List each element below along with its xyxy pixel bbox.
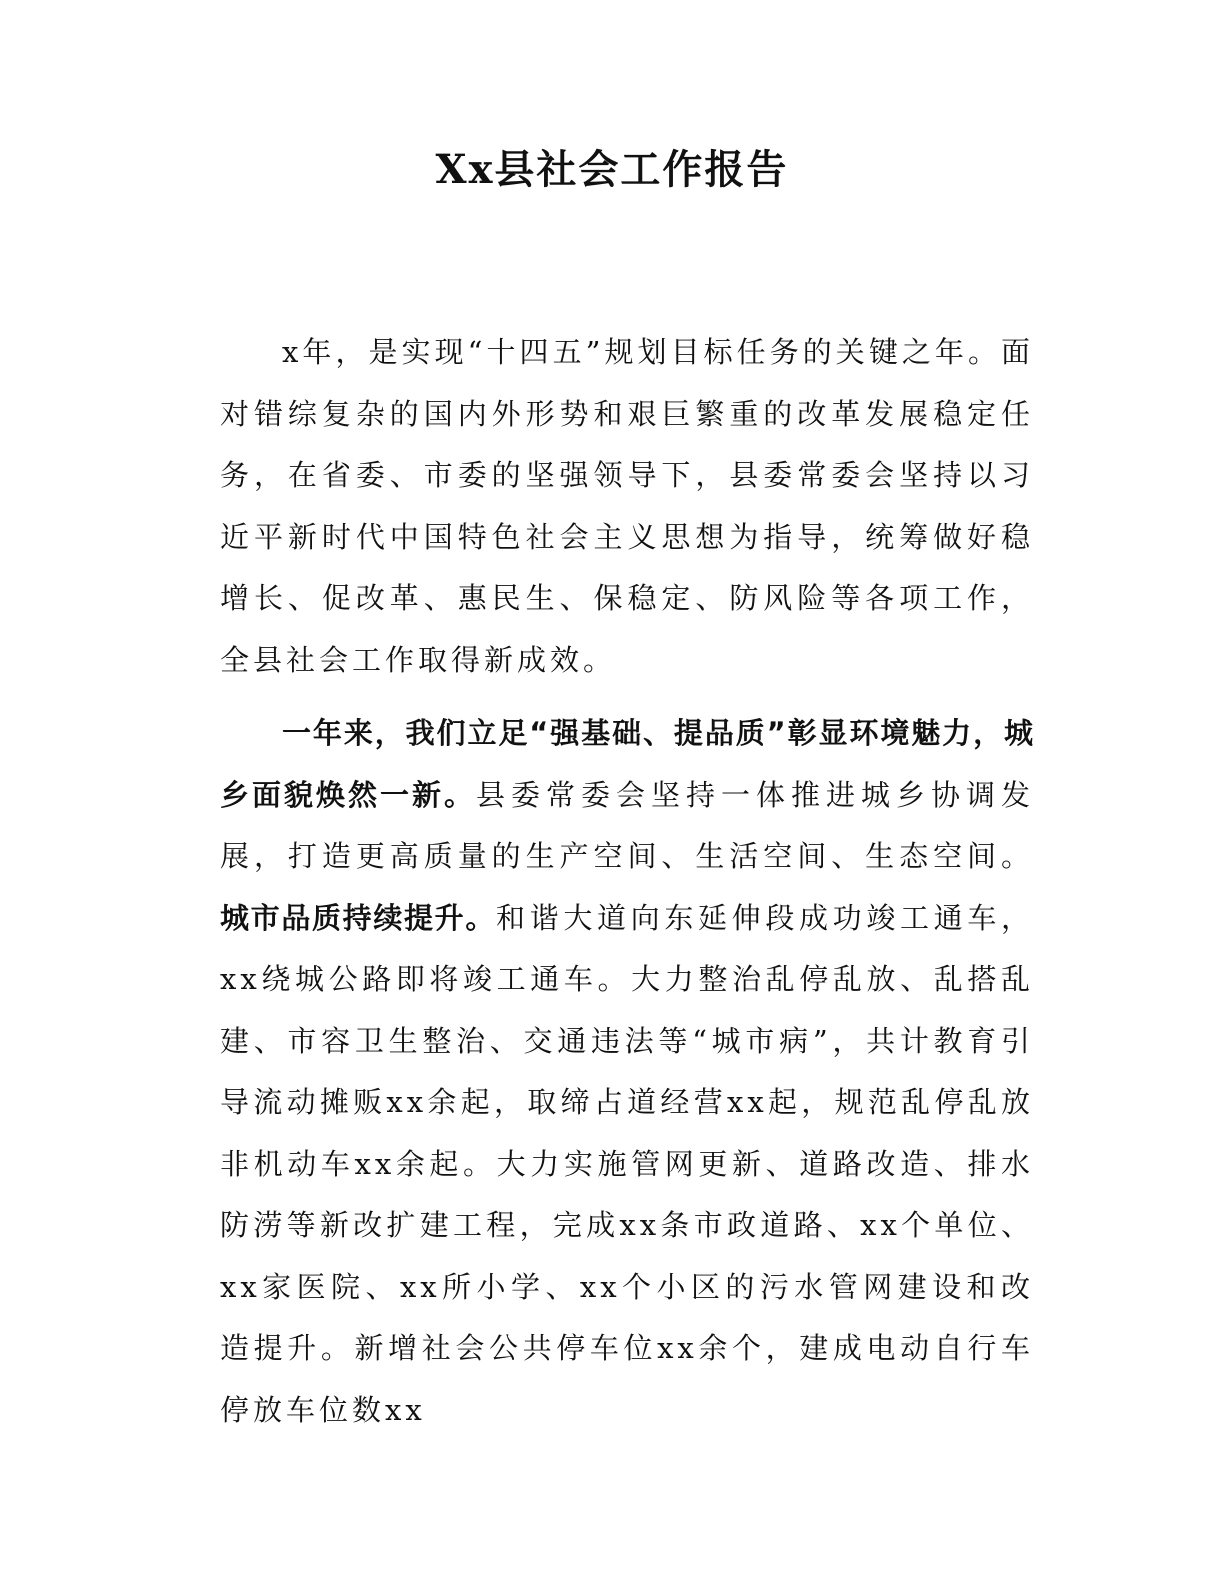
paragraph-urban-rural <box>220 703 1034 1441</box>
paragraph-intro: x年，是实现“十四五”规划目标任务的关键之年。面对错综复杂的国内外形势和艰巨繁重的改革发展稳定任务，在省委、市委的坚强领导下，县委常委会坚持以习近平新时代中国特色社会主义思想为指导，统筹做好稳增长、促改革、惠民生、保稳定、防风险等各项工作，全县社会工作取得新成效。 <box>220 335 1034 677</box>
paragraph-text-continued: 和谐大道向东延伸段成功竣工通车，xx绕城公路即将竣工通车。大力整治乱停乱放、乱搭乱建、市容卫生整治、交通违法等“城市病”，共计教育引导流动摊贩xx余起，取缔占道经营xx起，规范乱停乱放非机动车xx余起。大力实施管网更新、道路改造、排水防涝等新改扩建工程，完成xx条市政道路、xx个单位、xx家医院、xx所小学、xx个小区的污水管网建设和改造提升。新增社会公共停车位xx余个，建成电动自行车停放车位数xx <box>220 900 1034 1427</box>
document-body <box>220 322 1034 1441</box>
paragraph-subhead-bold: 城市品质持续提升。 <box>220 900 496 935</box>
paragraph-text: 县委常委会坚持一体推进城乡协调发展，打造更高质量的生产空间、生活空间、生态空间。 <box>220 777 1034 873</box>
paragraph-lead-bold: 一年来，我们立足“强基础、提品质”彰显环境魅力，城乡面貌焕然一新。 <box>220 716 1034 812</box>
document-title: Xx县社会工作报告 <box>435 146 789 193</box>
